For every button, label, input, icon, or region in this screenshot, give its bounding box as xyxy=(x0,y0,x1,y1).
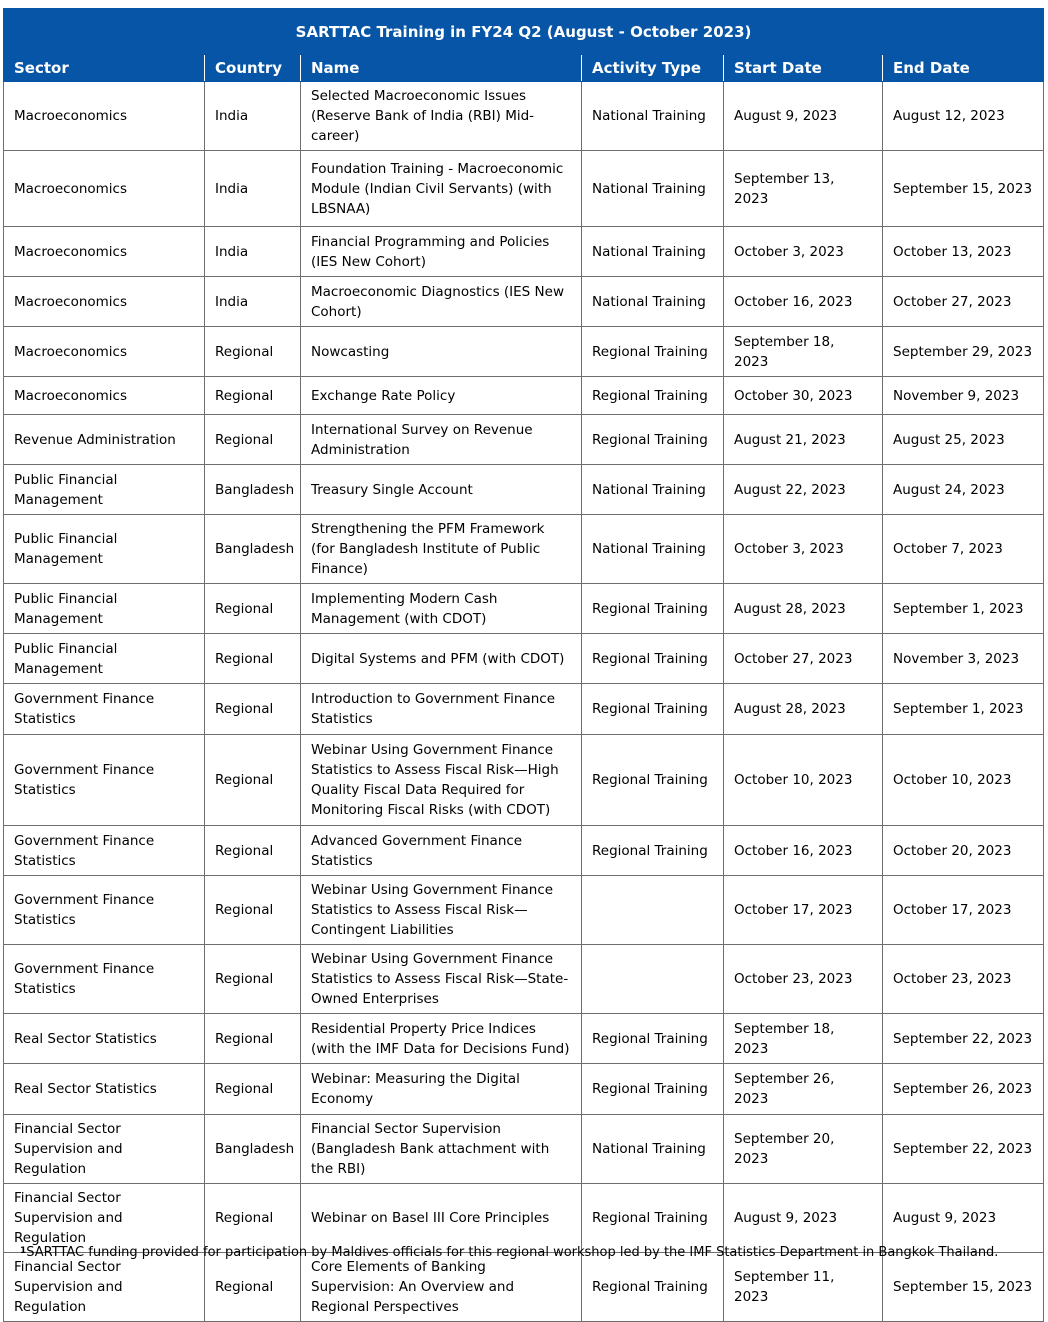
sector-cell: Government Finance Statistics xyxy=(4,684,205,735)
sector-cell: Government Finance Statistics xyxy=(4,735,205,826)
start-date-cell: October 30, 2023 xyxy=(724,377,883,415)
footnote xyxy=(20,1243,1020,1263)
sector-cell: Real Sector Statistics xyxy=(4,1064,205,1115)
sector-cell: Public Financial Management xyxy=(4,584,205,634)
name-cell: Implementing Modern Cash Management (with CDOT) xyxy=(301,584,582,634)
table-row xyxy=(4,634,1044,684)
activity-type-cell: National Training xyxy=(582,465,724,515)
column-header-sector: Sector xyxy=(4,55,205,82)
sector-cell: Financial Sector Supervision and Regulation xyxy=(4,1253,205,1322)
country-cell: India xyxy=(205,151,301,227)
start-date-cell: August 21, 2023 xyxy=(724,415,883,465)
table-row xyxy=(4,82,1044,151)
table-row xyxy=(4,1014,1044,1064)
country-cell: Regional xyxy=(205,377,301,415)
end-date-cell: October 17, 2023 xyxy=(883,876,1044,945)
activity-type-cell: Regional Training xyxy=(582,327,724,377)
end-date-cell: August 25, 2023 xyxy=(883,415,1044,465)
name-cell: Webinar Using Government Finance Statistics to Assess Fiscal Risk—High Quality Fiscal Data Required for Monitoring Fiscal Risks (with CDOT) xyxy=(301,735,582,826)
start-date-cell: October 16, 2023 xyxy=(724,277,883,327)
country-cell: Regional xyxy=(205,415,301,465)
sector-cell: Macroeconomics xyxy=(4,277,205,327)
end-date-cell: September 1, 2023 xyxy=(883,584,1044,634)
start-date-cell: October 17, 2023 xyxy=(724,876,883,945)
sector-cell: Real Sector Statistics xyxy=(4,1014,205,1064)
end-date-cell: August 24, 2023 xyxy=(883,465,1044,515)
activity-type-cell: Regional Training xyxy=(582,1064,724,1115)
country-cell: Regional xyxy=(205,945,301,1014)
table-row xyxy=(4,876,1044,945)
activity-type-cell: Regional Training xyxy=(582,377,724,415)
country-cell: Regional xyxy=(205,735,301,826)
footnote-text: SARTTAC funding provided for participation by Maldives officials for this regional workshop led by the IMF Statistics Department in Bangkok Thailand. xyxy=(26,1245,999,1260)
end-date-cell: September 22, 2023 xyxy=(883,1014,1044,1064)
sector-cell: Government Finance Statistics xyxy=(4,945,205,1014)
name-cell: Core Elements of Banking Supervision: An Overview and Regional Perspectives xyxy=(301,1253,582,1322)
column-header-end-date: End Date xyxy=(883,55,1044,82)
country-cell: Regional xyxy=(205,1253,301,1322)
table-row xyxy=(4,1064,1044,1115)
end-date-cell: September 15, 2023 xyxy=(883,151,1044,227)
table-row xyxy=(4,465,1044,515)
name-cell: Treasury Single Account xyxy=(301,465,582,515)
start-date-cell: August 22, 2023 xyxy=(724,465,883,515)
table-row xyxy=(4,735,1044,826)
country-cell: Regional xyxy=(205,684,301,735)
sector-cell: Macroeconomics xyxy=(4,327,205,377)
name-cell: Advanced Government Finance Statistics xyxy=(301,826,582,876)
activity-type-cell: Regional Training xyxy=(582,415,724,465)
start-date-cell: August 28, 2023 xyxy=(724,584,883,634)
country-cell: Regional xyxy=(205,1014,301,1064)
activity-type-cell: Regional Training xyxy=(582,634,724,684)
activity-type-cell xyxy=(582,876,724,945)
start-date-cell: October 10, 2023 xyxy=(724,735,883,826)
country-cell: Regional xyxy=(205,1184,301,1253)
start-date-cell: August 9, 2023 xyxy=(724,82,883,151)
name-cell: Introduction to Government Finance Statistics xyxy=(301,684,582,735)
end-date-cell: September 26, 2023 xyxy=(883,1064,1044,1115)
start-date-cell: August 28, 2023 xyxy=(724,684,883,735)
activity-type-cell: National Training xyxy=(582,1115,724,1184)
country-cell: Regional xyxy=(205,327,301,377)
training-table-container xyxy=(3,8,1043,1322)
end-date-cell: October 27, 2023 xyxy=(883,277,1044,327)
table-title: SARTTAC Training in FY24 Q2 (August - October 2023) xyxy=(4,9,1044,55)
start-date-cell: October 3, 2023 xyxy=(724,515,883,584)
activity-type-cell: National Training xyxy=(582,151,724,227)
country-cell: Regional xyxy=(205,826,301,876)
table-row xyxy=(4,1115,1044,1184)
activity-type-cell: Regional Training xyxy=(582,735,724,826)
name-cell: Macroeconomic Diagnostics (IES New Cohort) xyxy=(301,277,582,327)
end-date-cell: September 15, 2023 xyxy=(883,1253,1044,1322)
sector-cell: Macroeconomics xyxy=(4,227,205,277)
end-date-cell: August 9, 2023 xyxy=(883,1184,1044,1253)
table-row xyxy=(4,151,1044,227)
sector-cell: Government Finance Statistics xyxy=(4,876,205,945)
activity-type-cell: Regional Training xyxy=(582,826,724,876)
end-date-cell: September 1, 2023 xyxy=(883,684,1044,735)
table-row xyxy=(4,415,1044,465)
training-table xyxy=(3,8,1044,1322)
activity-type-cell: National Training xyxy=(582,515,724,584)
header-row xyxy=(4,55,1044,82)
sector-cell: Public Financial Management xyxy=(4,515,205,584)
activity-type-cell: National Training xyxy=(582,82,724,151)
table-row xyxy=(4,227,1044,277)
start-date-cell: September 18, 2023 xyxy=(724,1014,883,1064)
sector-cell: Financial Sector Supervision and Regulation xyxy=(4,1115,205,1184)
end-date-cell: September 29, 2023 xyxy=(883,327,1044,377)
sector-cell: Macroeconomics xyxy=(4,82,205,151)
table-row xyxy=(4,684,1044,735)
column-header-activity-type: Activity Type xyxy=(582,55,724,82)
end-date-cell: August 12, 2023 xyxy=(883,82,1044,151)
name-cell: Webinar on Basel III Core Principles xyxy=(301,1184,582,1253)
name-cell: Nowcasting xyxy=(301,327,582,377)
start-date-cell: September 11, 2023 xyxy=(724,1253,883,1322)
start-date-cell: August 9, 2023 xyxy=(724,1184,883,1253)
start-date-cell: October 16, 2023 xyxy=(724,826,883,876)
end-date-cell: October 10, 2023 xyxy=(883,735,1044,826)
country-cell: Bangladesh xyxy=(205,465,301,515)
end-date-cell: November 9, 2023 xyxy=(883,377,1044,415)
activity-type-cell: Regional Training xyxy=(582,1253,724,1322)
name-cell: Digital Systems and PFM (with CDOT) xyxy=(301,634,582,684)
table-body xyxy=(4,82,1044,1322)
start-date-cell: September 13, 2023 xyxy=(724,151,883,227)
name-cell: Foundation Training - Macroeconomic Module (Indian Civil Servants) (with LBSNAA) xyxy=(301,151,582,227)
footnote-marker: 1 xyxy=(20,1246,27,1256)
table-row xyxy=(4,584,1044,634)
name-cell: International Survey on Revenue Administration xyxy=(301,415,582,465)
sector-cell: Public Financial Management xyxy=(4,634,205,684)
country-cell: India xyxy=(205,82,301,151)
table-row xyxy=(4,515,1044,584)
name-cell: Residential Property Price Indices (with the IMF Data for Decisions Fund) xyxy=(301,1014,582,1064)
start-date-cell: October 23, 2023 xyxy=(724,945,883,1014)
activity-type-cell: Regional Training xyxy=(582,584,724,634)
country-cell: Regional xyxy=(205,876,301,945)
country-cell: Regional xyxy=(205,634,301,684)
end-date-cell: October 7, 2023 xyxy=(883,515,1044,584)
end-date-cell: September 22, 2023 xyxy=(883,1115,1044,1184)
name-cell: Webinar Using Government Finance Statistics to Assess Fiscal Risk—State-Owned Enterprises xyxy=(301,945,582,1014)
sector-cell: Macroeconomics xyxy=(4,151,205,227)
name-cell: Financial Programming and Policies (IES New Cohort) xyxy=(301,227,582,277)
start-date-cell: September 20, 2023 xyxy=(724,1115,883,1184)
end-date-cell: October 13, 2023 xyxy=(883,227,1044,277)
sector-cell: Government Finance Statistics xyxy=(4,826,205,876)
column-header-start-date: Start Date xyxy=(724,55,883,82)
start-date-cell: October 27, 2023 xyxy=(724,634,883,684)
end-date-cell: October 23, 2023 xyxy=(883,945,1044,1014)
country-cell: Regional xyxy=(205,584,301,634)
name-cell: Strengthening the PFM Framework (for Bangladesh Institute of Public Finance) xyxy=(301,515,582,584)
start-date-cell: September 26, 2023 xyxy=(724,1064,883,1115)
activity-type-cell: National Training xyxy=(582,227,724,277)
end-date-cell: October 20, 2023 xyxy=(883,826,1044,876)
sector-cell: Financial Sector Supervision and Regulation xyxy=(4,1184,205,1253)
country-cell: India xyxy=(205,277,301,327)
name-cell: Selected Macroeconomic Issues (Reserve Bank of India (RBI) Mid-career) xyxy=(301,82,582,151)
activity-type-cell: National Training xyxy=(582,277,724,327)
activity-type-cell: Regional Training xyxy=(582,1184,724,1253)
table-row xyxy=(4,277,1044,327)
name-cell: Webinar Using Government Finance Statistics to Assess Fiscal Risk—Contingent Liabilities xyxy=(301,876,582,945)
table-row xyxy=(4,377,1044,415)
column-header-country: Country xyxy=(205,55,301,82)
name-cell: Financial Sector Supervision (Bangladesh Bank attachment with the RBI) xyxy=(301,1115,582,1184)
name-cell: Webinar: Measuring the Digital Economy xyxy=(301,1064,582,1115)
sector-cell: Public Financial Management xyxy=(4,465,205,515)
sector-cell: Revenue Administration xyxy=(4,415,205,465)
start-date-cell: September 18, 2023 xyxy=(724,327,883,377)
country-cell: Bangladesh xyxy=(205,1115,301,1184)
activity-type-cell xyxy=(582,945,724,1014)
name-cell: Exchange Rate Policy xyxy=(301,377,582,415)
end-date-cell: November 3, 2023 xyxy=(883,634,1044,684)
country-cell: Regional xyxy=(205,1064,301,1115)
activity-type-cell: Regional Training xyxy=(582,1014,724,1064)
start-date-cell: October 3, 2023 xyxy=(724,227,883,277)
column-header-name: Name xyxy=(301,55,582,82)
activity-type-cell: Regional Training xyxy=(582,684,724,735)
country-cell: India xyxy=(205,227,301,277)
table-row xyxy=(4,826,1044,876)
table-row xyxy=(4,945,1044,1014)
country-cell: Bangladesh xyxy=(205,515,301,584)
table-row xyxy=(4,327,1044,377)
sector-cell: Macroeconomics xyxy=(4,377,205,415)
